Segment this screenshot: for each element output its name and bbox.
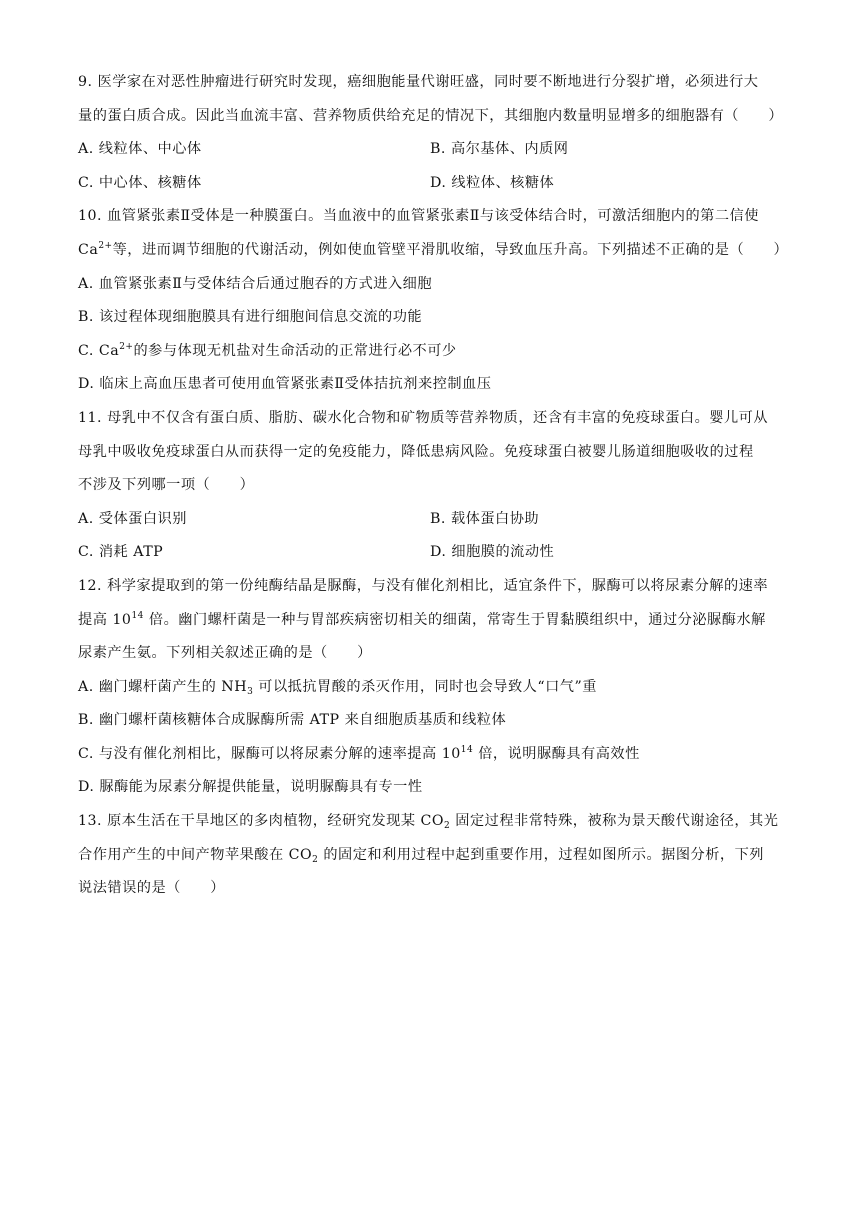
option-a[interactable]: A. 血管紧张素Ⅱ与受体结合后通过胞吞的方式进入细胞 [78, 275, 433, 292]
option-d[interactable]: D. 临床上高血压患者可使用血管紧张素Ⅱ受体拮抗剂来控制血压 [78, 376, 492, 393]
question-11 [78, 402, 786, 570]
question-12 [78, 570, 786, 805]
question-stem-line: 母乳中吸收免疫球蛋白从而获得一定的免疫能力，降低患病风险。免疫球蛋白被婴儿肠道细胞吸收的过程 [78, 443, 754, 460]
question-stem-line: 合作用产生的中间产物苹果酸在 $CO_2$ 的固定和利用过程中起到重要作用，过程如图所示。据图分析，下列 [78, 846, 764, 865]
question-stem-line: 不涉及下列哪一项（ ） [78, 477, 255, 494]
question-stem-line: 10. 血管紧张素Ⅱ受体是一种膜蛋白。当血液中的血管紧张素Ⅱ与该受体结合时，可激活细胞内的第二信使 [78, 208, 759, 225]
option-a[interactable]: A. 线粒体、中心体 [78, 141, 202, 158]
question-9 [78, 66, 786, 200]
option-c[interactable]: C. 与没有催化剂相比，脲酶可以将尿素分解的速率提高 $10^{14}$ 倍，说明脲酶具有高效性 [78, 744, 640, 762]
option-d[interactable]: D. 线粒体、核糖体 [430, 174, 555, 191]
question-stem-line: 11. 母乳中不仅含有蛋白质、脂肪、碳水化合物和矿物质等营养物质，还含有丰富的免疫球蛋白。婴儿可从 [78, 409, 769, 426]
question-stem-line: 尿素产生氨。下列相关叙述正确的是（ ） [78, 645, 372, 662]
option-row [78, 133, 786, 167]
option-a[interactable]: A. 幽门螺杆菌产生的 $NH_3$ 可以抵抗胃酸的杀灭作用，同时也会导致人“口气”重 [78, 678, 597, 697]
option-b[interactable]: B. 高尔基体、内质网 [430, 141, 569, 158]
option-b[interactable]: B. 该过程体现细胞膜具有进行细胞间信息交流的功能 [78, 309, 423, 326]
option-c[interactable]: C. $Ca^{2+}$的参与体现无机盐对生命活动的正常进行必不可少 [78, 341, 457, 359]
option-row [78, 536, 786, 570]
option-b[interactable]: B. 幽门螺杆菌核糖体合成脲酶所需 ATP 来自细胞质基质和线粒体 [78, 712, 507, 729]
question-stem-line: 量的蛋白质合成。因此当血流丰富、营养物质供给充足的情况下，其细胞内数量明显增多的细胞器有（ ） [78, 107, 784, 124]
option-a[interactable]: A. 受体蛋白识别 [78, 510, 187, 527]
option-row [78, 503, 786, 537]
option-c[interactable]: C. 中心体、核糖体 [78, 174, 202, 191]
option-d[interactable]: D. 细胞膜的流动性 [430, 544, 555, 561]
question-10 [78, 200, 789, 402]
option-row [78, 167, 786, 201]
option-c[interactable]: C. 消耗 ATP [78, 544, 164, 561]
option-d[interactable]: D. 脲酶能为尿素分解提供能量，说明脲酶具有专一性 [78, 779, 423, 796]
question-stem-line: 说法错误的是（ ） [78, 880, 225, 897]
question-stem-line: 提高 $10^{14}$ 倍。幽门螺杆菌是一种与胃部疾病密切相关的细菌，常寄生于胃黏膜组织中，通过分泌脲酶水解 [78, 610, 766, 628]
exam-page [78, 66, 789, 906]
question-stem-line: 9. 医学家在对恶性肿瘤进行研究时发现，癌细胞能量代谢旺盛，同时要不断地进行分裂扩增，必须进行大 [78, 74, 759, 90]
option-b[interactable]: B. 载体蛋白协助 [430, 510, 540, 527]
question-stem-line: $Ca^{2+}$等，进而调节细胞的代谢活动，例如使血管壁平滑肌收缩，导致血压升高。下列描述不正确的是（ ） [78, 240, 789, 258]
question-13 [78, 805, 786, 906]
question-stem-line: 13. 原本生活在干旱地区的多肉植物，经研究发现某 $CO_2$ 固定过程非常特殊，被称为景天酸代谢途径，其光 [78, 813, 779, 832]
question-stem-line: 12. 科学家提取到的第一份纯酶结晶是脲酶，与没有催化剂相比，适宜条件下，脲酶可以将尿素分解的速率 [78, 577, 769, 594]
